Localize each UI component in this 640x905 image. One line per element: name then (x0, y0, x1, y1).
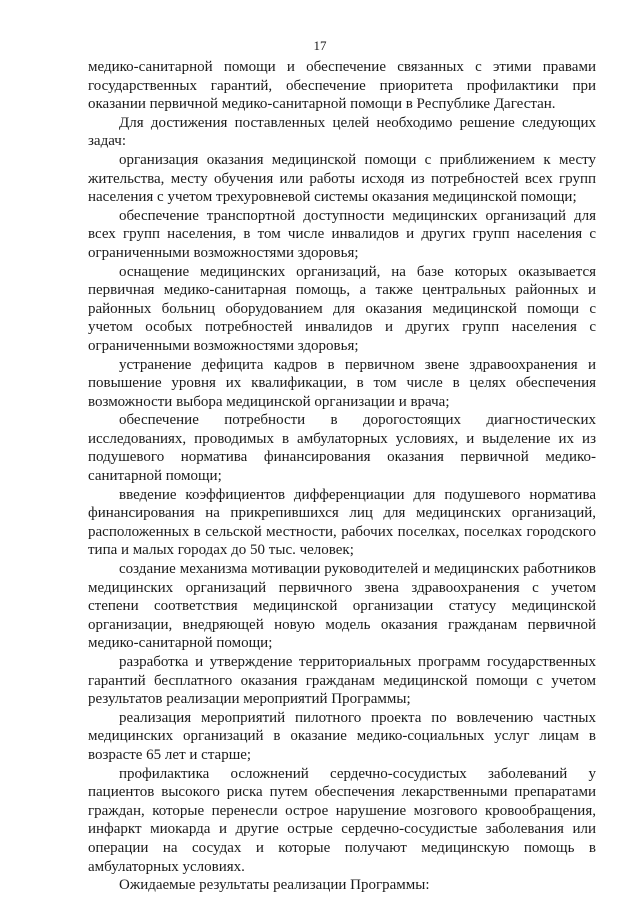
paragraph: обеспечение транспортной доступности медицинских организаций для всех групп населения, в том числе инвалидов и других групп населения с ограниченными возможностями здоровья; (88, 207, 596, 261)
paragraph: организация оказания медицинской помощи с приближением к месту жительства, месту обучения или работы исходя из потребностей всех групп населения с учетом трехуровневой системы оказания медицинской помощи; (88, 151, 596, 206)
paragraph: Для достижения поставленных целей необходимо решение следующих задач: (88, 114, 596, 150)
paragraph: разработка и утверждение территориальных программ государственных гарантий бесплатного оказания гражданам медицинской помощи с учетом результатов реализации мероприятий Программы; (88, 654, 596, 708)
document-body (88, 58, 596, 895)
paragraph: обеспечение потребности в дорогостоящих диагностических исследованиях, проводимых в амбулаторных условиях, и выделение их из подушевого норматива финансирования оказания первичной медико-санитарной помощи; (88, 412, 596, 485)
paragraph: Ожидаемые результаты реализации Программы: (119, 877, 430, 894)
paragraph: введение коэффициентов дифференциации для подушевого норматива финансирования на прикрепившихся лиц для медицинских организаций, расположенных в сельской местности, рабочих поселках, поселках городского типа и малых городах до 50 тыс. человек; (88, 486, 596, 559)
paragraph: профилактика осложнений сердечно-сосудистых заболеваний у пациентов высокого риска путем обеспечения лекарственными препаратами граждан, которые перенесли острое нарушение мозгового кровообращения, инфаркт миокарда и другие острые сердечно-сосудистые заболевания или операции на сосудах и которые получают медицинскую помощь в амбулаторных условиях. (88, 765, 596, 875)
paragraph: устранение дефицита кадров в первичном звене здравоохранения и повышение уровня их квалификации, в том числе в целях обеспечения возможности выбора медицинской организации и врача; (88, 356, 596, 410)
page-number: 17 (313, 38, 327, 53)
paragraph: создание механизма мотивации руководителей и медицинских работников медицинских организаций первичного звена здравоохранения с учетом степени соответствия медицинской организации статусу медицинской организации, внедряющей новую модель оказания гражданам первичной медико-санитарной помощи; (88, 561, 596, 652)
paragraph: реализация мероприятий пилотного проекта по вовлечению частных медицинских организаций в оказание медико-социальных услуг лицам в возрасте 65 лет и старше; (88, 709, 596, 763)
paragraph: оснащение медицинских организаций, на базе которых оказывается первичная медико-санитарная помощь, а также центральных районных и районных больниц оборудованием для оказания медицинской помощи с учетом особых потребностей инвалидов и других групп населения с ограниченными возможностями здоровья; (88, 263, 596, 354)
paragraph: медико-санитарной помощи и обеспечение связанных с этими правами государственных гарантий, обеспечение приоритета профилактики при оказании первичной медико-санитарной помощи в Республике Дагестан. (88, 59, 596, 113)
